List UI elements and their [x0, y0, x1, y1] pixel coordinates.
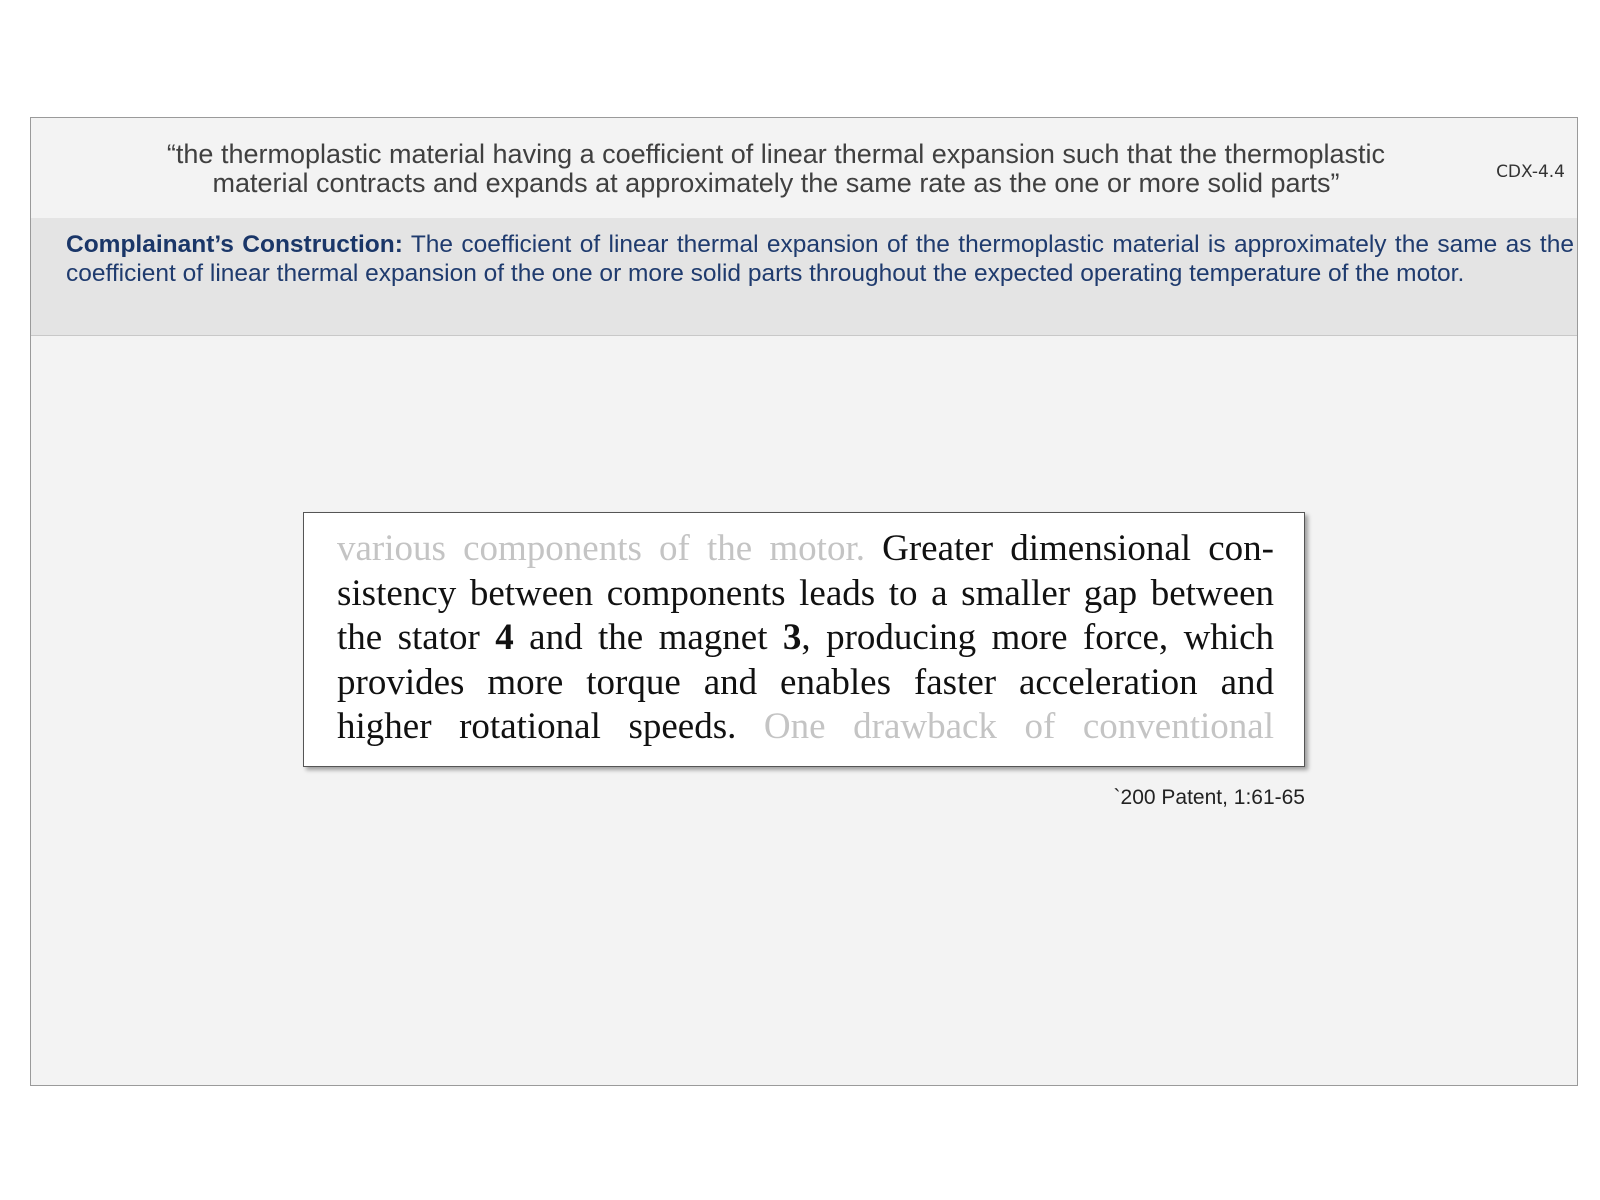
- claim-quote-line-1: “the thermoplastic material having a coefficient of linear thermal expansion such that the thermoplastic: [166, 139, 1386, 169]
- excerpt-line-1-text: Greater dimensional con-: [864, 528, 1274, 569]
- construction-body: The coefficient of linear thermal expansion of the thermoplastic material is approximately the same as the coefficient of linear thermal expansion of the one or more solid parts throughout the expected operating temperature of the motor.: [66, 231, 1574, 287]
- excerpt-line-3-c: , producing more force, which: [801, 617, 1275, 658]
- excerpt-line-3-a: the stator: [337, 617, 496, 658]
- construction-text: [66, 231, 1574, 288]
- patent-excerpt-box: [303, 512, 1305, 767]
- excerpt-line-1: [337, 527, 1274, 572]
- construction-band: [31, 218, 1577, 336]
- excerpt-line-4: provides more torque and enables faster acceleration and: [337, 661, 1274, 703]
- excerpt-line-3: [337, 616, 1274, 661]
- excerpt-line-5-text: higher rotational speeds.: [337, 706, 737, 747]
- claim-header: [31, 118, 1577, 219]
- patent-citation: `200 Patent, 1:61-65: [1113, 786, 1305, 809]
- claim-term-quote: [71, 140, 1481, 198]
- excerpt-line-5: [337, 705, 1274, 750]
- excerpt-line-3-b: and the magnet: [513, 617, 783, 658]
- patent-excerpt-text: [337, 527, 1274, 750]
- stator-reference-numeral: 4: [495, 617, 514, 658]
- claim-quote-line-2: material contracts and expands at approximately the same rate as the one or more solid parts”: [212, 168, 1340, 198]
- excerpt-line-2: sistency between components leads to a smaller gap between: [337, 572, 1274, 614]
- exhibit-number: CDX-4.4: [1496, 162, 1565, 182]
- excerpt-faded-lead: various components of the motor.: [337, 528, 865, 569]
- excerpt-faded-tail: One drawback of conventional: [736, 706, 1274, 747]
- magnet-reference-numeral: 3: [782, 617, 802, 658]
- construction-label: Complainant’s Construction:: [66, 231, 403, 258]
